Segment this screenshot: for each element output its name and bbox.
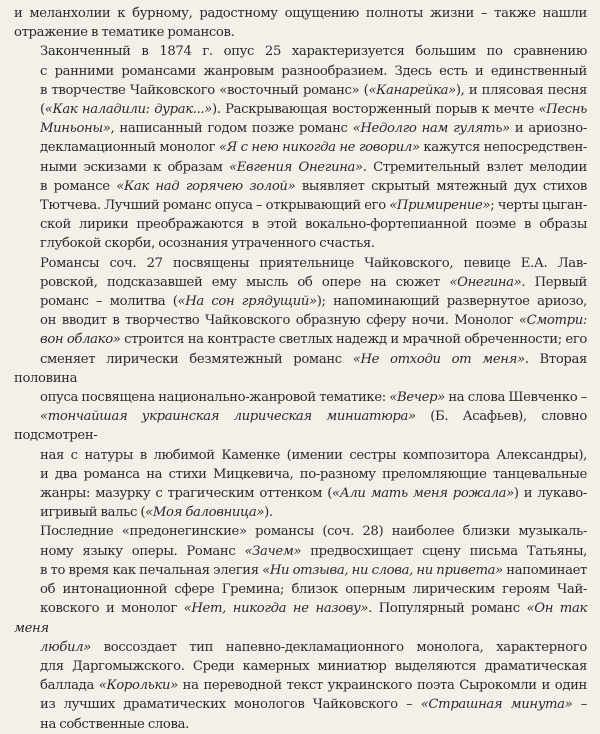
text-line: на собственные слова. xyxy=(40,716,189,732)
text-line: жанры: мазурку с трагическим оттенком («Али мать меня рожала») и лукаво- xyxy=(40,486,587,502)
text-line: игривый вальс («Моя баловница»). xyxy=(40,505,273,521)
text-line: вон облако» строится на контрасте светлых надежд и мрачной обреченности; его xyxy=(40,332,587,348)
text-line: сменяет лирически безмятежный романс «Не отходи от меня». Вторая половина xyxy=(14,351,587,386)
text-line: ными эскизами к образам «Евгения Онегина». Стремительный взлет мелодии xyxy=(40,159,587,175)
text-line: он вводит в творчество Чайковского образную сферу ночи. Монолог «Смотри: xyxy=(40,313,587,329)
page-text xyxy=(14,4,587,734)
text-line: ковского и монолог «Нет, никогда не назову». Популярный романс «Он так меня xyxy=(14,601,587,636)
text-line: для Даргомыжского. Среди камерных миниатюр выделяются драматическая xyxy=(40,658,587,674)
text-line: декламационный монолог «Я с нею никогда не говорил» кажутся непосредствен- xyxy=(40,140,588,156)
paragraph xyxy=(14,4,587,42)
text-line: и меланхолии к бурному, радостному ощущению полноты жизни – также нашли xyxy=(14,6,587,21)
text-line: баллада «Корольки» на переводной текст украинского поэта Сырокомли и один xyxy=(40,678,587,694)
paragraph xyxy=(14,522,587,733)
text-line: опуса посвящена национально-жанровой тематике: «Вечер» на слова Шевченко – xyxy=(40,390,588,406)
text-line: из лучших драматических монологов Чайковского – «Страшная минута» – xyxy=(40,697,587,713)
text-line: ровской, подсказавшей ему мысль об опере на сюжет «Онегина». Первый xyxy=(40,274,587,290)
text-line: любил» воссоздает тип напевно-декламационного монолога, характерного xyxy=(40,639,587,655)
paragraph xyxy=(14,254,587,523)
text-line: Миньоны», написанный годом позже романс «Недолго нам гулять» и ариозно- xyxy=(40,121,587,137)
text-line: («Как наладили: дурак...»). Раскрывающая восторженный порыв к мечте «Песнь xyxy=(40,102,587,118)
text-line: в творчестве Чайковского «восточный романс» («Канарейка»), и плясовая песня xyxy=(40,82,588,98)
text-line: ской лирики преображаются в этой вокально-фортепианной поэме в образы xyxy=(40,217,587,233)
text-line: в то время как печальная элегия «Ни отзыва, ни слова, ни привета» напоминает xyxy=(40,562,587,578)
text-line: Законченный в 1874 г. опус 25 характеризуется большим по сравнению xyxy=(40,44,587,60)
text-line: Тютчева. Лучший романс опуса – открывающий его «Примирение»; черты цыган- xyxy=(40,198,587,214)
text-line: в романсе «Как над горячею золой» выявляет скрытый мятежный дух стихов xyxy=(40,178,588,194)
text-line: отражение в тематике романсов. xyxy=(14,25,235,41)
text-line: глубокой скорби, осознания утраченного счастья. xyxy=(40,236,375,252)
text-line: ному языку оперы. Романс «Зачем» предвосхищает сцену письма Татьяны, xyxy=(40,543,588,559)
text-line: и два романса на стихи Мицкевича, по-разному преломляющие танцевальные xyxy=(40,466,587,482)
paragraph xyxy=(14,42,587,253)
text-line: Последние «предонегинские» романсы (соч. 28) наиболее близки музыкаль- xyxy=(40,524,587,540)
text-line: романс – молитва («На сон грядущий»); напоминающий развернутое ариозо, xyxy=(40,294,587,310)
text-line: об интонационной сфере Гремина; близок оперным лирическим героям Чай- xyxy=(40,582,587,598)
text-line: «тончайшая украинская лирическая миниатюра» (Б. Асафьев), словно подсмотрен- xyxy=(14,409,587,444)
text-line: Романсы соч. 27 посвящены приятельнице Чайковского, певице Е.А. Лав- xyxy=(40,255,587,271)
text-line: ная с натуры в любимой Каменке (имении сестры композитора Александры), xyxy=(40,447,587,463)
text-line: с ранними романсами жанровым разнообразием. Здесь есть и единственный xyxy=(40,63,587,79)
